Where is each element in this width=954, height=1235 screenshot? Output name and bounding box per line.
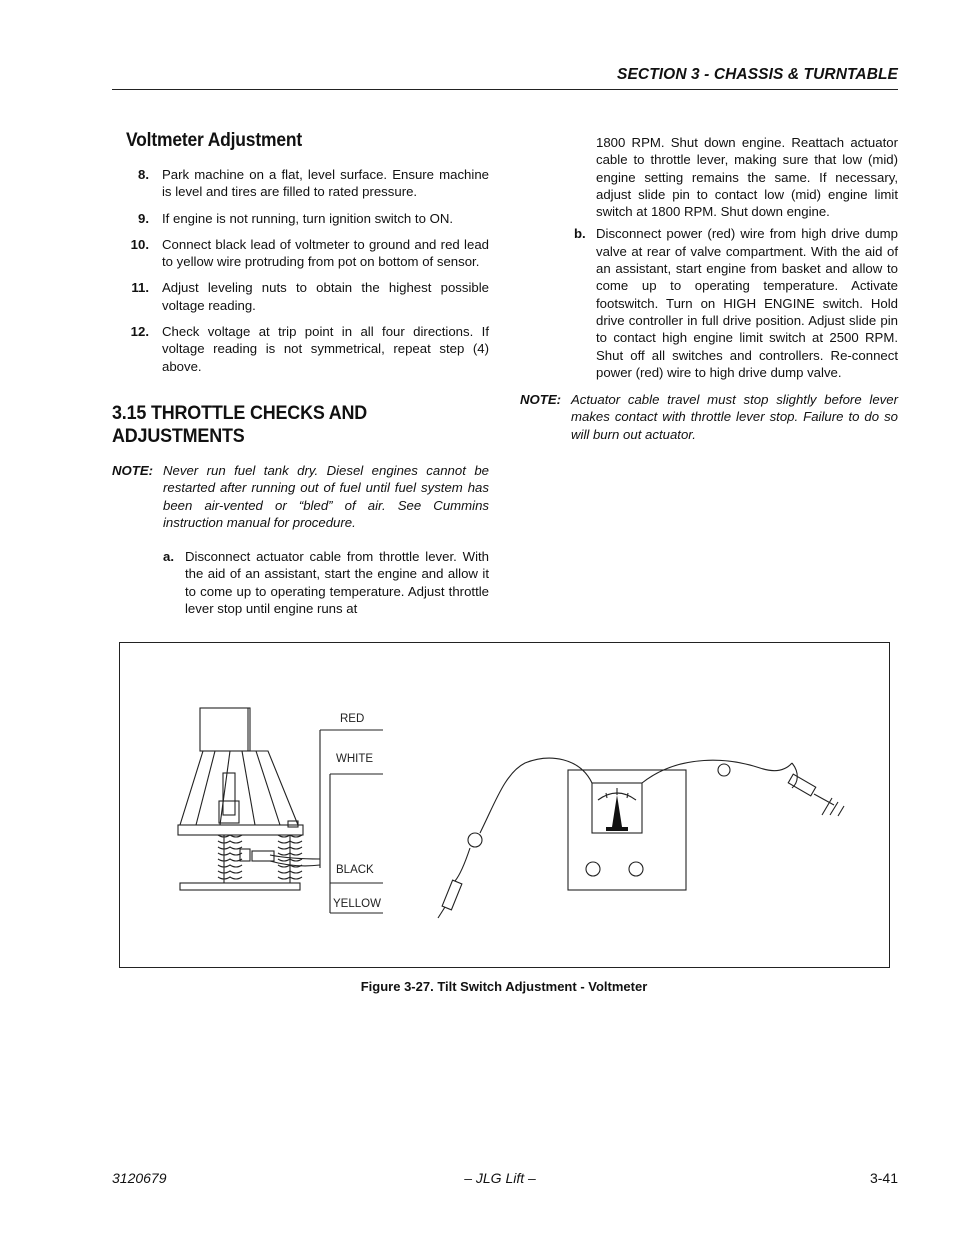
figure-caption: Figure 3-27. Tilt Switch Adjustment - Voltmeter [360, 979, 648, 994]
note-fuel [112, 462, 489, 531]
step-text: Check voltage at trip point in all four directions. If voltage reading is not symmetrical, repeat step (4) above. [162, 324, 489, 374]
step-text: Adjust leveling nuts to obtain the highest possible voltage reading. [162, 280, 489, 313]
footer-page-number: 3-41 [869, 1170, 898, 1186]
lead-left [480, 758, 592, 833]
sensor-top-block [200, 708, 250, 751]
step-number: 11. [131, 280, 149, 296]
substep-b [574, 225, 898, 381]
step-8 [112, 166, 489, 201]
section-title: SECTION 3 - CHASSIS & TURNTABLE [617, 66, 898, 83]
note-label: NOTE: [112, 462, 154, 478]
sensor-rod [223, 773, 235, 815]
label-red: RED [340, 713, 365, 725]
step-text: Connect black lead of voltmeter to ground and red lead to yellow wire protruding from pot on bottom of sensor. [162, 236, 489, 270]
step-number: 10. [130, 236, 149, 252]
substep-label: a. [163, 549, 174, 565]
substep-text: Disconnect power (red) wire from high drive dump valve at rear of valve compartment. With the aid of an assistant, start engine from basket and allow to come up to operating temperature. Activate footswitch. Turn on HIGH ENGINE switch. Hold drive controller in full drive position. Adjust slide pin to contact high engine limit switch at 2500 RPM. Shut off all switches and controllers. Re-connect power (red) wire to high drive dump valve. [596, 226, 898, 380]
step-10 [112, 236, 489, 271]
header-rule [112, 89, 898, 90]
substep-a-continuation: 1800 RPM. Shut down engine. Reattach actuator cable to throttle lever, making sure that low (mid) engine setting remains the same. If necessary, adjust slide pin to contact low (mid) engine limit switch at 1800 RPM. Shut down engine. [596, 135, 898, 220]
subheading-voltmeter: Voltmeter Adjustment [126, 130, 303, 151]
step-number: 9. [138, 210, 149, 226]
probe-right [788, 774, 816, 796]
footer-publisher: – JLG Lift – [464, 1170, 536, 1186]
substep-a [163, 548, 489, 617]
step-number: 8. [138, 167, 149, 182]
note-actuator [520, 391, 898, 443]
note-text: Never run fuel tank dry. Diesel engines cannot be restarted after running out of fuel until fuel system has been air-vented or “bled” of air. See Cummins instruction manual for procedure. [163, 462, 489, 530]
label-white: WHITE [336, 753, 374, 765]
wire-from-pot [270, 861, 320, 866]
note-text: Actuator cable travel must stop slightly before lever makes contact with throttle lever stop. Failure to do so will burn out actuator. [571, 392, 898, 442]
step-text: If engine is not running, turn ignition switch to ON. [162, 210, 454, 226]
step-text: Park machine on a flat, level surface. Ensure machine is level and tires are filled to rated pressure. [162, 167, 489, 200]
pot-connector [252, 851, 274, 861]
sensor-base-plate [178, 825, 303, 835]
label-black: BLACK [336, 864, 374, 876]
section-heading-throttle: 3.15 THROTTLE CHECKS AND ADJUSTMENTS [112, 401, 368, 447]
substep-label: b. [574, 226, 586, 242]
lead-right [642, 760, 792, 783]
figure-illustration [120, 643, 891, 969]
substep-text: Disconnect actuator cable from throttle lever. With the aid of an assistant, start the engine and allow it to come up to operating temperature. Adjust throttle lever stop until engine runs at [185, 549, 489, 617]
note-label: NOTE: [520, 392, 562, 408]
voltmeter-terminal-right [629, 862, 643, 876]
footer-doc-number: 3120679 [112, 1170, 167, 1186]
voltmeter-needle [612, 795, 622, 827]
sensor-bottom-plate [180, 883, 300, 890]
right-column [520, 134, 898, 443]
step-11 [112, 279, 489, 314]
step-9 [112, 210, 489, 227]
figure-tilt-switch [119, 642, 890, 968]
label-yellow: YELLOW [333, 898, 381, 910]
probe-left [442, 880, 462, 910]
left-column [112, 130, 489, 617]
step-12 [112, 323, 489, 375]
voltmeter-terminal-left [586, 862, 600, 876]
step-number: 12. [130, 324, 149, 340]
spring-left [218, 835, 242, 879]
